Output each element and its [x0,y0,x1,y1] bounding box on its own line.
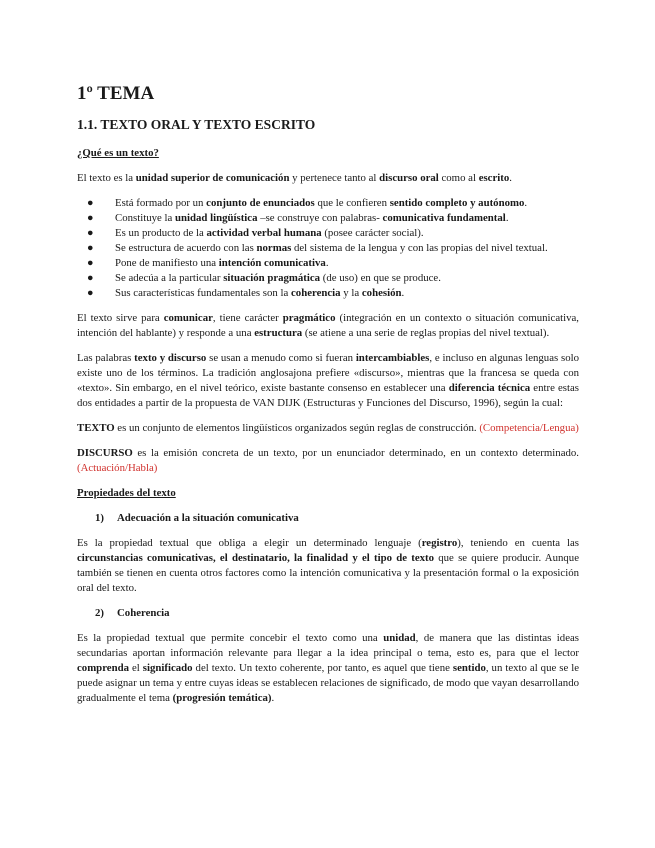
bullet-icon: ● [87,287,94,299]
bullet-icon: ● [87,197,94,209]
section-title: 1.1. TEXTO ORAL Y TEXTO ESCRITO [77,117,316,132]
list-item [87,256,579,271]
bold-run: significado [142,662,193,674]
adecuacion-heading [77,511,579,526]
properties-heading: Propiedades del texto [77,487,176,499]
section-label: Adecuación a la situación comunicativa [117,512,299,524]
bullet-icon: ● [87,242,94,254]
section-label: Coherencia [117,607,170,619]
coherencia-heading [77,606,579,621]
bold-run: normas [256,242,292,254]
text-run: y la [340,287,362,299]
bold-run: unidad [383,632,416,644]
bold-run: sentido [452,662,486,674]
text-run: Sus características fundamentales son la [115,287,291,299]
bold-run: comprenda [77,662,129,674]
text-run: que se quiere producir. Aunque también se tienen en cuenta otros factores como la intención comunicativa y la presentación formal o la exposición oral del texto. [77,552,579,594]
text-run: del sistema de la lengua y con las propias del nivel textual. [291,242,548,254]
bold-run: unidad lingüística [174,212,258,224]
bold-run: actividad verbal humana [206,227,322,239]
text-run: del texto. Un texto coherente, por tanto, es aquel que tiene [192,662,453,674]
bold-run: (progresión temática) [172,692,272,704]
section-number: 2) [95,607,104,619]
texto-definition [77,421,579,436]
list-item [87,196,579,211]
text-run: Es la propiedad textual que obliga a elegir un determinado lenguaje ( [77,537,422,549]
bold-run: pragmático [282,312,336,324]
comunicar-paragraph [77,311,579,341]
bold-run: TEXTO [77,422,115,434]
bold-run: circunstancias comunicativas, el destinatario, la finalidad y el tipo de texto [77,552,435,564]
bold-run: discurso oral [379,172,439,184]
bold-run: DISCURSO [77,447,133,459]
text-run: El texto es la [77,172,136,184]
text-run: . [271,692,275,704]
bullet-icon: ● [87,212,94,224]
list-item [87,241,579,256]
text-run: entre estas dos entidades a partir de la propuesta de VAN DIJK (Estructuras y Funciones del Discurso, 1996), según la cual: [77,382,579,409]
bold-run: cohesión [361,287,402,299]
text-run: Se adecúa a la particular [115,272,224,284]
text-run: Se estructura de acuerdo con las [115,242,257,254]
text-run: , un texto al que se le puede asignar un tema y entre cuyas ideas se establecen relaciones de significado, de modo que vayan desarrollando gradualmente el tema [77,662,580,704]
bold-run: comunicar [163,312,213,324]
text-run: Constituye la [115,212,175,224]
bold-run: texto y discurso [134,352,207,364]
text-run: (posee carácter social). [321,227,424,239]
bold-run: intercambiables [355,352,430,364]
text-run: –se construye con palabras- [257,212,383,224]
bold-run: estructura [254,327,303,339]
text-run: ), teniendo en cuenta las [457,537,579,549]
text-run: . [509,172,512,184]
bold-run: registro [421,537,458,549]
text-run: es la emisión concreta de un texto, por un enunciador determinado, en un contexto determinado. [132,447,579,459]
palabras-paragraph [77,351,579,411]
text-run: el [129,662,143,674]
bold-run: diferencia técnica [448,382,531,394]
bold-run: coherencia [291,287,341,299]
text-run: , e incluso en algunas lenguas solo existe uno de los términos. La tradición anglosajona prefiere «discurso», mientras que la francesa se queda con «texto». Sin embargo, en el nivel teórico, existe bastante consenso en establecer una [77,352,579,394]
red-annotation: (Actuación/Habla) [77,462,158,474]
list-item [87,226,579,241]
text-run: se usan a menudo como si fueran [206,352,356,364]
bullet-icon: ● [87,257,94,269]
bold-run: comunicativa fundamental [382,212,506,224]
section-number: 1) [95,512,104,524]
text-run: Es un producto de la [115,227,207,239]
text-run: que le confieren [314,197,390,209]
bold-run: sentido completo y autónomo [389,197,525,209]
document-body [77,146,579,716]
bold-run: intención comunicativa [218,257,326,269]
text-run: . [401,287,405,299]
bullet-icon: ● [87,227,94,239]
features-list [77,196,579,301]
text-run: (se atiene a una serie de reglas propias del nivel textual). [302,327,550,339]
text-run: El texto sirve para [77,312,164,324]
text-run: y pertenece tanto al [289,172,380,184]
discurso-definition [77,446,579,476]
page-title: 1º TEMA [77,83,155,104]
text-run: . [505,212,509,224]
bold-run: escrito [478,172,510,184]
adecuacion-paragraph [77,536,579,596]
text-run: Pone de manifiesto una [115,257,219,269]
list-item [87,271,579,286]
red-annotation: (Competencia/Lengua) [479,422,579,434]
text-run: Las palabras [77,352,135,364]
list-item [87,211,579,226]
text-run: Es la propiedad textual que permite concebir el texto como una [77,632,384,644]
bold-run: unidad superior de comunicación [135,172,290,184]
text-run: , de manera que las distintas ideas secundarias aportan información relevante para llegar a la idea principal o tema, esto es, para que el lector [77,632,579,659]
text-run: , tiene carácter [212,312,283,324]
bullet-icon: ● [87,272,94,284]
list-item [87,286,579,301]
text-run: es un conjunto de elementos lingüísticos organizados según reglas de construcción. [114,422,480,434]
text-run: Está formado por un [115,197,207,209]
coherencia-paragraph [77,631,579,706]
text-run: . [325,257,329,269]
intro-paragraph [77,171,579,186]
text-run: . [524,197,528,209]
text-run: (de uso) en que se produce. [320,272,441,284]
bold-run: conjunto de enunciados [206,197,315,209]
bold-run: situación pragmática [223,272,321,284]
question-heading: ¿Qué es un texto? [77,147,159,159]
text-run: como al [438,172,479,184]
text-run: (integración en un contexto o situación comunicativa, intención del hablante) y responde a una [77,312,579,339]
